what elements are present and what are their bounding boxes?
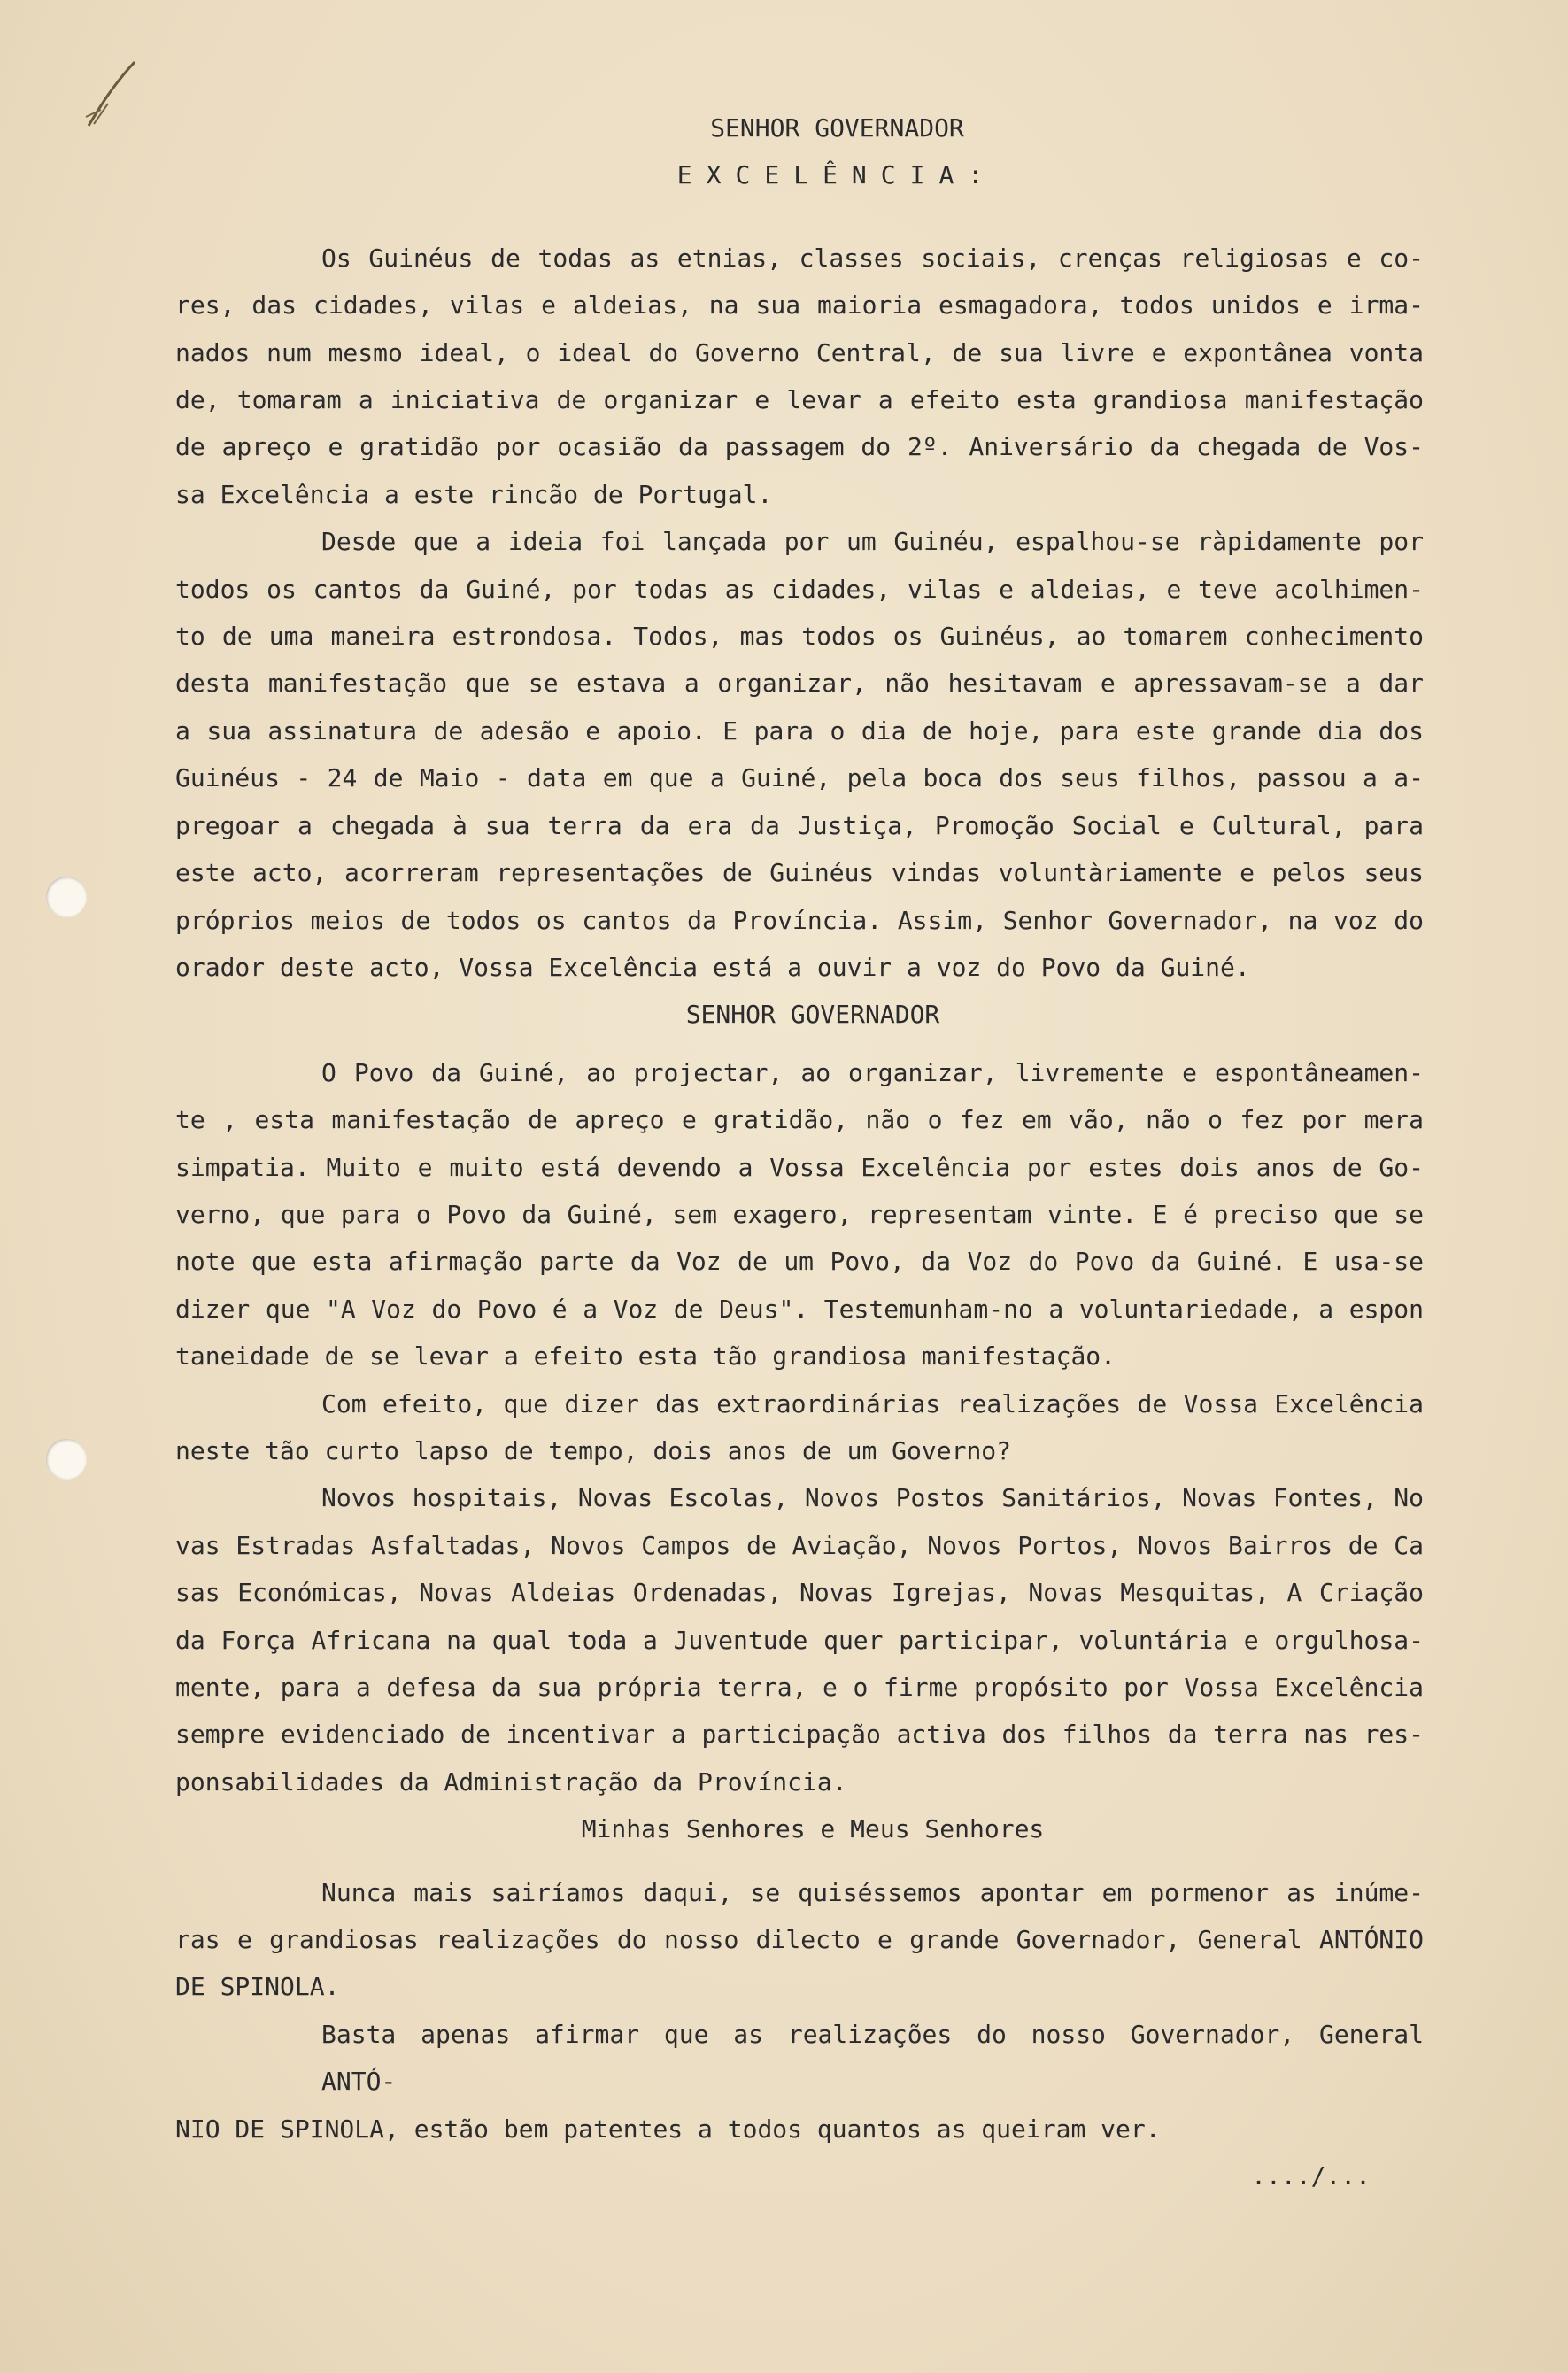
- text-line: sa Excelência a este rincão de Portugal.: [175, 479, 773, 509]
- text-line: neste tão curto lapso de tempo, dois anos de um Governo?: [175, 1435, 1012, 1465]
- text-line: verno, que para o Povo da Guiné, sem exagero, representam vinte. E é preciso que se: [175, 1199, 1424, 1229]
- text-line: DE SPINOLA.: [175, 1972, 340, 2002]
- text-line: res, das cidades, vilas e aldeias, na sua maioria esmagadora, todos unidos e irma-: [175, 290, 1424, 321]
- text-line: simpatia. Muito e muito está devendo a Vossa Excelência por estes dois anos de Go-: [175, 1152, 1424, 1182]
- paragraph-1: [175, 235, 1424, 518]
- text-line: ponsabilidades da Administração da Província.: [175, 1766, 847, 1797]
- salutation: EXCELÊNCIA:: [676, 160, 998, 190]
- text-line: Novos hospitais, Novas Escolas, Novos Postos Sanitários, Novas Fontes, No: [321, 1483, 1424, 1513]
- text-line: NIO DE SPINOLA, estão bem patentes a todos quantos as queiram ver.: [175, 2114, 1161, 2144]
- text-line: da Força Africana na qual toda a Juventude quer participar, voluntária e orgulhosa-: [175, 1625, 1424, 1655]
- text-line: to de uma maneira estrondosa. Todos, mas todos os Guinéus, ao tomarem conhecimento: [175, 622, 1424, 652]
- text-line: sas Económicas, Novas Aldeias Ordenadas, Novas Igrejas, Novas Mesquitas, A Criação: [175, 1578, 1424, 1608]
- page-title: SENHOR GOVERNADOR: [710, 113, 964, 143]
- text-line: Basta apenas afirmar que as realizações do nosso Governador, General ANTÓ-: [321, 2019, 1424, 2097]
- letter-body: [175, 104, 1424, 2199]
- text-line: próprios meios de todos os cantos da Província. Assim, Senhor Governador, na voz do: [175, 905, 1424, 935]
- text-line: pregoar a chegada à sua terra da era da Justiça, Promoção Social e Cultural, para: [175, 810, 1424, 840]
- paragraph-2: [175, 518, 1424, 991]
- text-line: Guinéus - 24 de Maio - data em que a Guiné, pela boca dos seus filhos, passou a a-: [175, 763, 1424, 793]
- page-continuation: ..../...: [1251, 2161, 1371, 2191]
- paragraph-3: [175, 1049, 1424, 1380]
- paragraph-6: [175, 1869, 1424, 2011]
- text-line: mente, para a defesa da sua própria terra, e o firme propósito por Vossa Excelência: [175, 1673, 1424, 1702]
- section-heading: Minhas Senhores e Meus Senhores: [581, 1814, 1045, 1844]
- punch-hole: [46, 877, 87, 917]
- text-line: ras e grandiosas realizações do nosso dilecto e grande Governador, General ANTÓNIO: [175, 1925, 1424, 1955]
- pencil-mark-icon: [81, 55, 143, 135]
- text-line: O Povo da Guiné, ao projectar, ao organizar, livremente e espontâneamen-: [321, 1057, 1424, 1087]
- text-line: de apreço e gratidão por ocasião da passagem do 2º. Aniversário da chegada de Vos-: [175, 432, 1424, 462]
- text-line: Com efeito, que dizer das extraordinárias realizações de Vossa Excelência: [321, 1388, 1424, 1418]
- text-line: desta manifestação que se estava a organizar, não hesitavam e apressavam-se a dar: [175, 669, 1424, 699]
- text-line: todos os cantos da Guiné, por todas as cidades, vilas e aldeias, e teve acolhimen-: [175, 574, 1424, 604]
- text-line: Os Guinéus de todas as etnias, classes sociais, crenças religiosas e co-: [321, 243, 1424, 273]
- text-line: Nunca mais sairíamos daqui, se quiséssemos apontar em pormenor as inúme-: [321, 1877, 1424, 1907]
- text-line: orador deste acto, Vossa Excelência está a ouvir a voz do Povo da Guiné.: [175, 952, 1250, 982]
- text-line: sempre evidenciado de incentivar a participação activa dos filhos da terra nas res-: [175, 1720, 1424, 1750]
- text-line: este acto, acorreram representações de Guinéus vindas voluntàriamente e pelos seus: [175, 858, 1424, 888]
- section-heading: SENHOR GOVERNADOR: [685, 1000, 940, 1030]
- text-line: vas Estradas Asfaltadas, Novos Campos de Aviação, Novos Portos, Novos Bairros de Ca: [175, 1530, 1424, 1560]
- text-line: a sua assinatura de adesão e apoio. E para o dia de hoje, para este grande dia dos: [175, 715, 1424, 746]
- text-line: note que esta afirmação parte da Voz de um Povo, da Voz do Povo da Guiné. E usa-se: [175, 1247, 1424, 1277]
- text-line: taneidade de se levar a efeito esta tão grandiosa manifestação.: [175, 1341, 1116, 1372]
- paragraph-4: [175, 1380, 1424, 1475]
- text-line: dizer que "A Voz do Povo é a Voz de Deus". Testemunham-no a voluntariedade, a espon: [175, 1294, 1424, 1324]
- text-line: te , esta manifestação de apreço e gratidão, não o fez em vão, não o fez por mera: [175, 1105, 1424, 1135]
- paragraph-5: [175, 1474, 1424, 1805]
- paragraph-7: [175, 2011, 1424, 2153]
- text-line: Desde que a ideia foi lançada por um Guinéu, espalhou-se ràpidamente por: [321, 527, 1424, 557]
- text-line: de, tomaram a iniciativa de organizar e levar a efeito esta grandiosa manifestação: [175, 385, 1424, 415]
- punch-hole: [46, 1439, 87, 1480]
- text-line: nados num mesmo ideal, o ideal do Governo Central, de sua livre e expontânea vonta: [175, 337, 1424, 367]
